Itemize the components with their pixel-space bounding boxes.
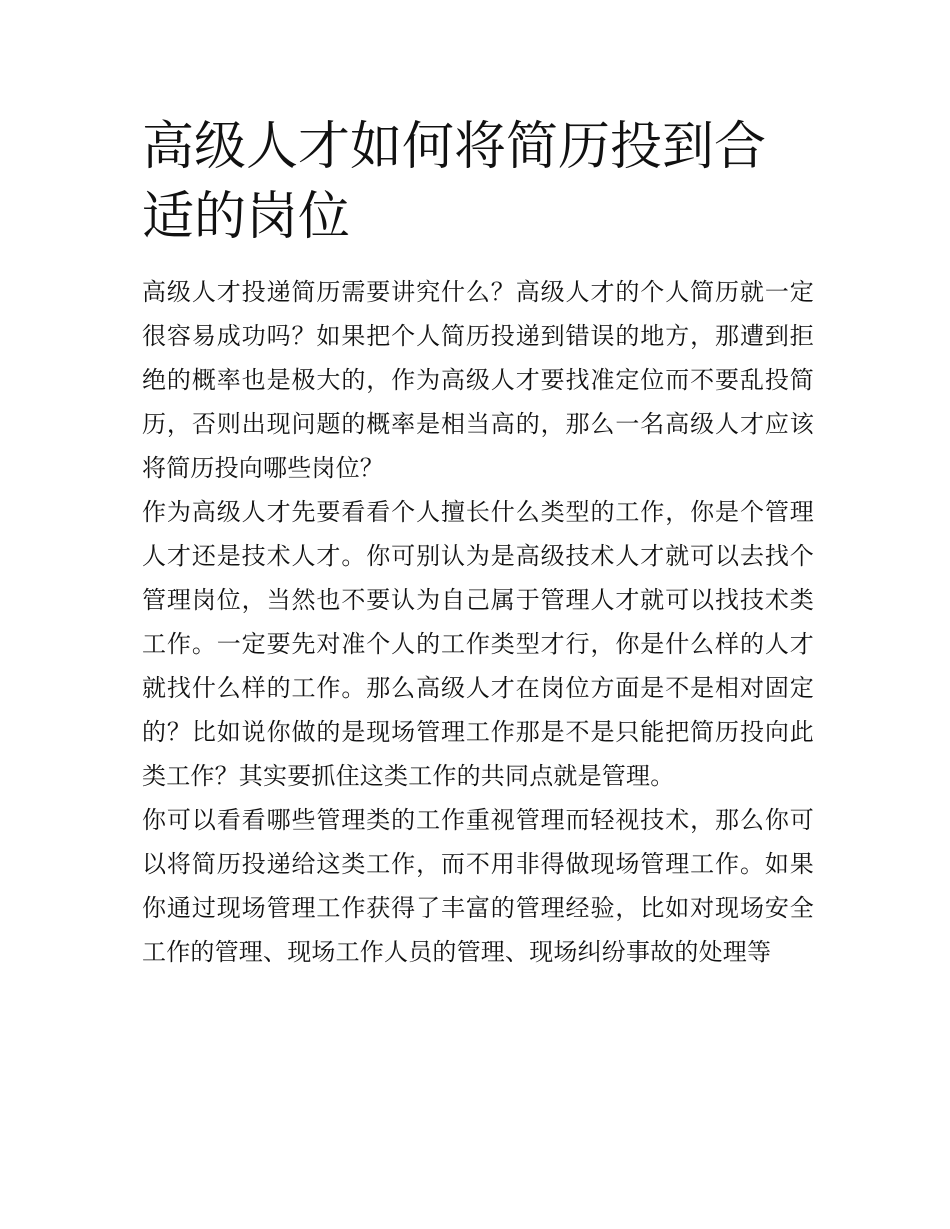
paragraph-1: 高级人才投递简历需要讲究什么？高级人才的个人简历就一定很容易成功吗？如果把个人简历投递到错误的地方，那遭到拒绝的概率也是极大的，作为高级人才要找准定位而不要乱投简历，否则出现问题的概率是相当高的，那么一名高级人才应该将简历投向哪些岗位？ (142, 278, 814, 482)
paragraph-3: 你可以看看哪些管理类的工作重视管理而轻视技术，那么你可以将简历投递给这类工作，而不用非得做现场管理工作。如果你通过现场管理工作获得了丰富的管理经验，比如对现场安全工作的管理、现场工作人员的管理、现场纠纷事故的处理等 (142, 806, 814, 966)
document-content (142, 112, 814, 974)
document-title: 高级人才如何将简历投到合适的岗位 (142, 117, 767, 247)
paragraph-2: 作为高级人才先要看看个人擅长什么类型的工作，你是个管理人才还是技术人才。你可别认为是高级技术人才就可以去找个管理岗位，当然也不要认为自己属于管理人才就可以找技术类工作。一定要先对准个人的工作类型才行，你是什么样的人才就找什么样的工作。那么高级人才在岗位方面是不是相对固定的？比如说你做的是现场管理工作那是不是只能把简历投向此类工作？其实要抓住这类工作的共同点就是管理。 (142, 498, 814, 790)
